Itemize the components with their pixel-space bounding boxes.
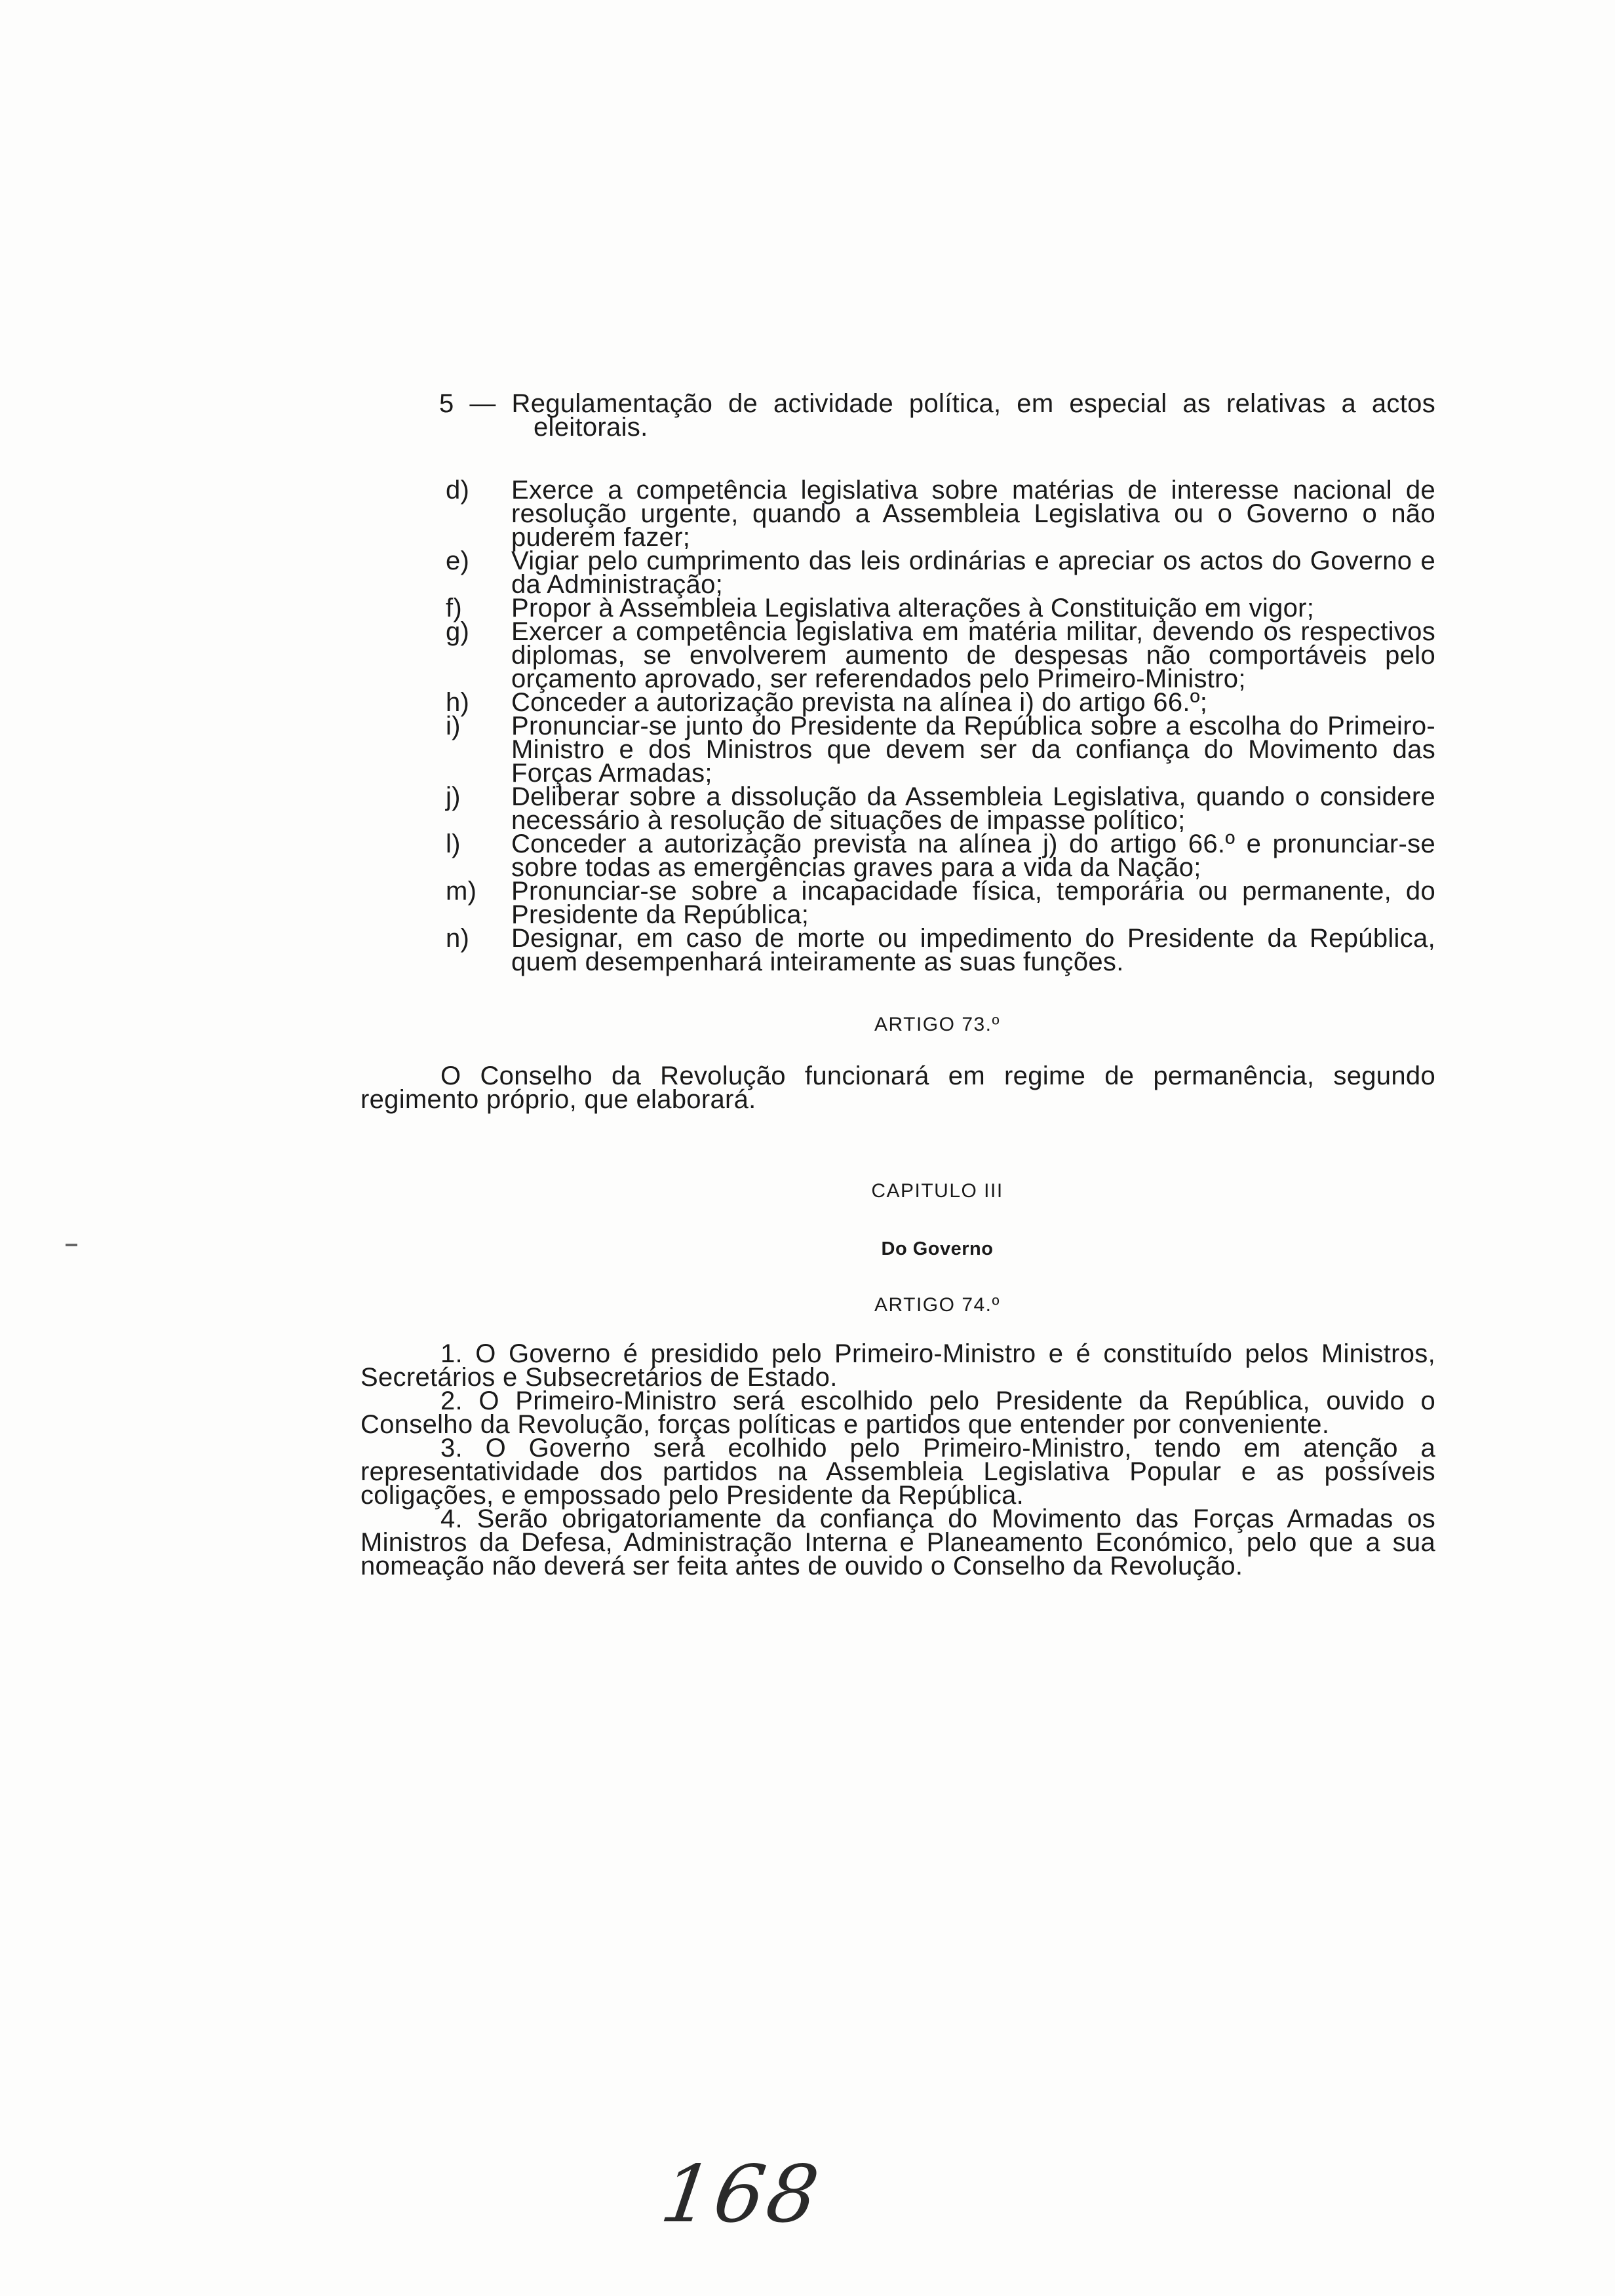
intro-text: Regulamentação de actividade política, em especial as relativas a actos eleitorais. — [511, 389, 1435, 442]
alinea-letter: m) — [446, 877, 477, 906]
alinea-letter: i) — [446, 712, 461, 740]
chapter-title: Do Governo — [881, 1238, 994, 1259]
alinea-text: Designar, em caso de morte ou impedimento do Presidente da República, quem desempenhará inteiramente as suas funções. — [511, 924, 1435, 976]
article-74-item-2: 2. O Primeiro-Ministro será escolhido pelo Presidente da República, ouvido o Conselho da Revolução, forças políticas e partidos que entender por conveniente. — [360, 1387, 1435, 1439]
alinea-item-j — [439, 782, 1435, 835]
alinea-text: Pronunciar-se junto do Presidente da República sobre a escolha do Primeiro-Ministro e dos Ministros que devem ser da confiança do Movimento das Forças Armadas; — [511, 712, 1435, 788]
alinea-letter: d) — [446, 476, 470, 505]
alinea-text: Propor à Assembleia Legislativa alterações à Constituição em vigor; — [511, 594, 1315, 622]
article-74-item-4: 4. Serão obrigatoriamente da confiança do Movimento das Forças Armadas os Ministros da Defesa, Administração Interna e Planeamento Económico, pelo que a sua nomeação não deverá ser feita antes de ouvido o Conselho da Revolução. — [360, 1504, 1435, 1580]
alinea-item-f — [439, 596, 1435, 620]
alinea-item-d — [439, 476, 1435, 552]
article-74-heading: ARTIGO 74.º — [874, 1294, 1000, 1316]
intro-paragraph — [439, 389, 1435, 442]
alinea-text: Deliberar sobre a dissolução da Assembleia Legislativa, quando o considere necessário à resolução de situações de impasse político; — [511, 782, 1435, 835]
handwritten-page-number: 168 — [655, 2149, 827, 2240]
intro-number: 5 — — [439, 389, 496, 418]
alinea-text: Exerce a competência legislativa sobre matérias de interesse nacional de resolução urgente, quando a Assembleia Legislativa ou o Governo o não puderem fazer; — [511, 476, 1435, 552]
alinea-letter: e) — [446, 546, 470, 575]
chapter-heading: CAPITULO III — [871, 1180, 1003, 1202]
alinea-text: Conceder a autorização prevista na alínea i) do artigo 66.º; — [511, 688, 1208, 717]
alinea-item-e — [439, 546, 1435, 599]
alinea-item-i — [439, 712, 1435, 788]
margin-mark — [66, 1244, 77, 1246]
alinea-letter: f) — [446, 594, 463, 622]
alinea-letter: g) — [446, 617, 470, 646]
alinea-text: Conceder a autorização prevista na alínea j) do artigo 66.º e pronunciar-se sobre todas as emergências graves para a vida da Nação; — [511, 830, 1435, 882]
alinea-item-m — [439, 879, 1435, 927]
article-74-item-3: 3. O Governo será ecolhido pelo Primeiro-Ministro, tendo em atenção a representatividade dos partidos na Assembleia Legislativa Popular e as possíveis coligações, e empossado pelo Presidente da República. — [360, 1434, 1435, 1510]
alinea-letter: n) — [446, 924, 470, 953]
article-74-body — [360, 1339, 1435, 1580]
alinea-text: Pronunciar-se sobre a incapacidade física, temporária ou permanente, do Presidente da República; — [511, 877, 1435, 929]
alinea-letter: h) — [446, 688, 470, 717]
alinea-text: Exercer a competência legislativa em matéria militar, devendo os respectivos diplomas, se envolverem aumento de despesas não comportáveis pelo orçamento aprovado, ser referendados pelo Primeiro-Ministro; — [511, 617, 1435, 693]
alinea-item-g — [439, 617, 1435, 693]
alinea-item-l — [439, 830, 1435, 882]
alinea-list — [439, 478, 1435, 974]
alinea-item-h — [439, 688, 1435, 717]
alinea-letter: l) — [446, 830, 461, 858]
article-73-heading: ARTIGO 73.º — [874, 1014, 1000, 1035]
alinea-text: Vigiar pelo cumprimento das leis ordinárias e apreciar os actos do Governo e da Administração; — [511, 546, 1435, 599]
document-body — [360, 389, 1435, 1580]
alinea-letter: j) — [446, 782, 461, 811]
article-73-text: O Conselho da Revolução funcionará em regime de permanência, segundo regimento próprio, que elaborará. — [360, 1062, 1435, 1114]
article-74-item-1: 1. O Governo é presidido pelo Primeiro-Ministro e é constituído pelos Ministros, Secretários e Subsecretários de Estado. — [360, 1339, 1435, 1392]
alinea-item-n — [439, 924, 1435, 976]
